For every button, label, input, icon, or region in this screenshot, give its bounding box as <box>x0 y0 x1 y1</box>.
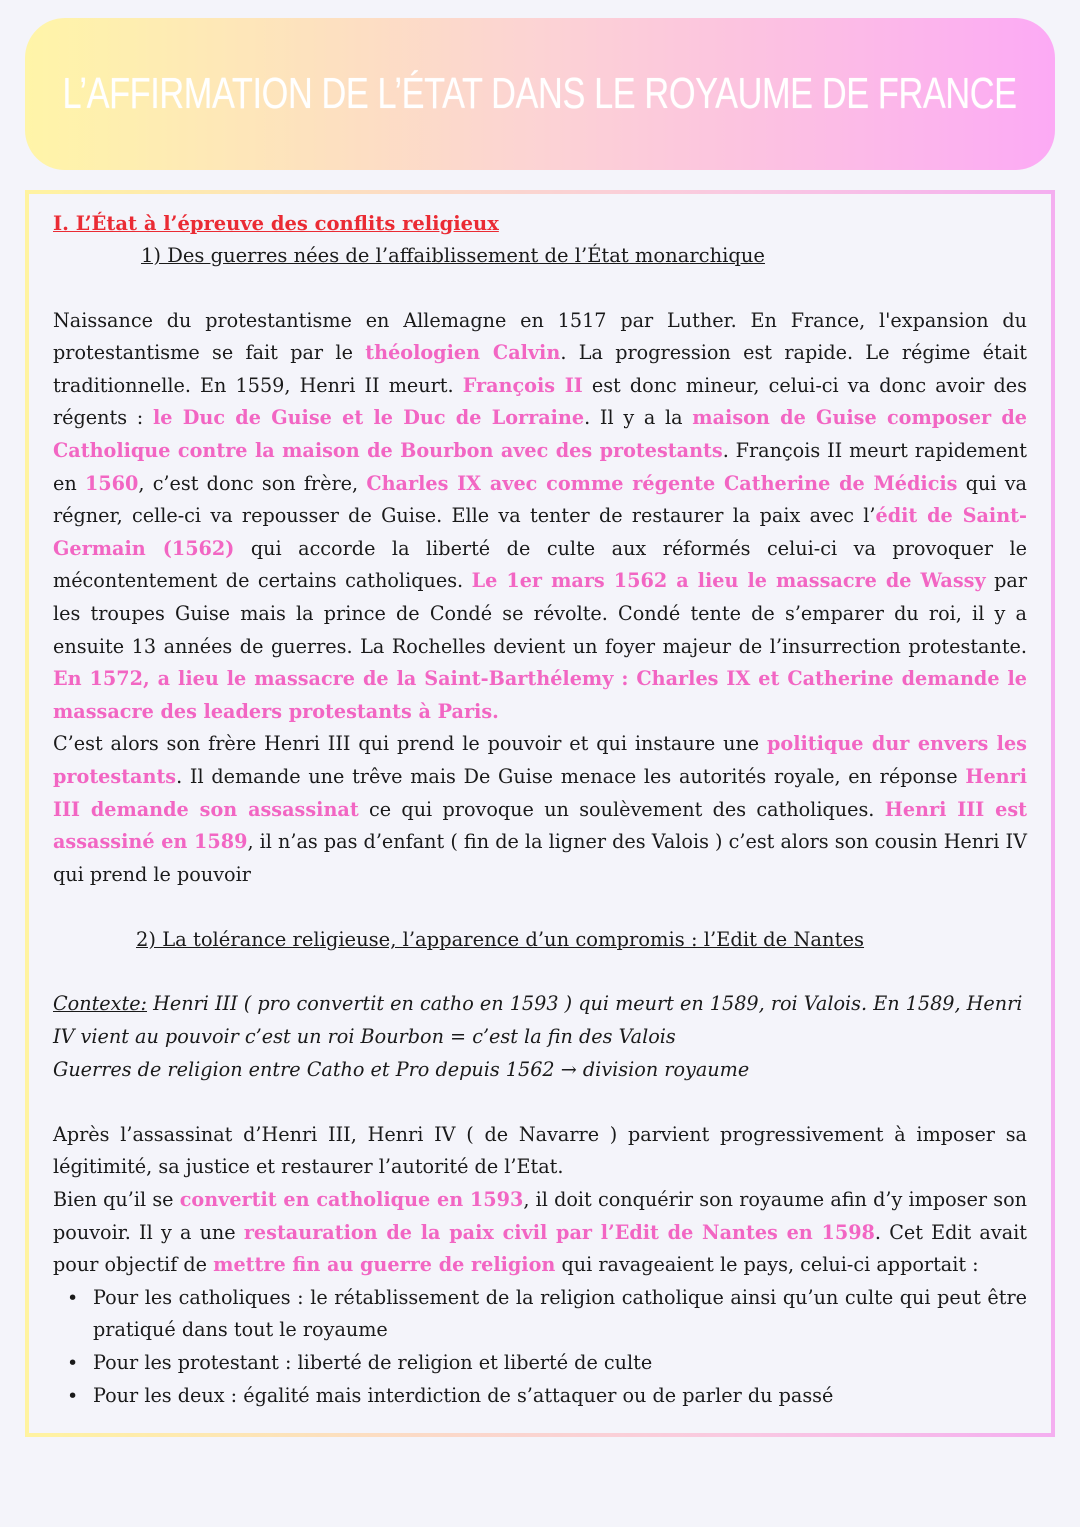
edit-provisions-list <box>53 1282 1027 1412</box>
highlighted-text: politique dur envers les protestants <box>53 732 1027 788</box>
body-text: . La progression est rapide. Le régime était traditionnelle. En 1559, Henri II meurt. <box>53 341 1027 397</box>
document-body <box>53 208 1027 1412</box>
body-text: qui accorde la liberté de culte aux réformés celui-ci va provoquer le mécontentement de certains catholiques. <box>53 536 1027 593</box>
spacer <box>53 956 1027 989</box>
body-text: C’est alors son frère Henri III qui prend le pouvoir et qui instaure une <box>53 732 767 756</box>
paragraph-edit-1: Après l’assassinat d’Henri III, Henri IV ( de Navarre ) parvient progressivement à imposer sa légitimité, sa justice et restaurer l’autorité de l’Etat. <box>53 1122 1027 1179</box>
section-heading: I. L’État à l’épreuve des conflits religieux <box>53 212 499 235</box>
spacer <box>53 891 1027 924</box>
context-line-1: Henri III ( pro convertit en catho en 1593 ) qui meurt en 1589, roi Valois. En 1589, Henri IV vient au pouvoir c’est un roi Bourbon = c’est la fin des Valois <box>53 992 1023 1049</box>
body-text: , il n’as pas d’enfant ( fin de la ligner des Valois ) c’est alors son cousin Henri IV qui prend le pouvoir <box>53 830 1027 886</box>
title-banner <box>25 18 1055 170</box>
context-line-2: Guerres de religion entre Catho et Pro depuis 1562 → division royaume <box>53 1057 750 1081</box>
body-text: . Il y a la <box>584 406 693 430</box>
highlighted-text: le Duc de Guise et le Duc de Lorraine <box>152 406 585 430</box>
body-text: par les troupes Guise mais la prince de Condé se révolte. Condé tente de s’emparer du roi, il y a ensuite 13 années de guerres. La Rochelles devient un foyer majeur de l’insurrection protestante. <box>53 569 1027 658</box>
list-item-protestants: • Pour les protestant : liberté de religion et liberté de culte <box>93 1347 1027 1380</box>
spacer <box>53 1086 1027 1119</box>
highlighted-text: Charles IX avec comme régente Catherine de Médicis <box>366 471 958 495</box>
page-title: L’AFFIRMATION DE L’ÉTAT DANS LE ROYAUME DE FRANCE <box>62 69 1018 118</box>
subsection-heading-2: 2) La tolérance religieuse, l’apparence d’un compromis : l’Edit de Nantes <box>136 927 865 951</box>
body-text: ce qui provoque un soulèvement des catholiques. <box>358 797 885 821</box>
paragraph-history-2 <box>53 728 1027 891</box>
body-text: Naissance du protestantisme en Allemagne en 1517 par Luther. En France, l'expansion du protestantisme se fait par le <box>53 308 1027 365</box>
content-frame-inner <box>29 194 1051 1433</box>
highlighted-text: Henri III est assassiné en 1589 <box>53 797 1027 854</box>
body-text: . François II meurt rapidement en <box>53 438 1028 495</box>
body-text: est donc mineur, celui-ci va donc avoir des régents : <box>53 373 1027 430</box>
body-text: , c’est donc son frère, <box>138 471 367 495</box>
body-text: Bien qu’il se <box>53 1188 180 1212</box>
highlighted-text: restauration de la paix civil par l’Edit de Nantes en 1598 <box>243 1220 875 1244</box>
highlighted-text: Henri III demande son assassinat <box>53 764 1027 821</box>
highlighted-text: maison de Guise composer de Catholique contre la maison de Bourbon avec des protestants <box>53 406 1028 462</box>
highlighted-text: convertit en catholique en 1593 <box>179 1188 524 1212</box>
highlighted-text: Le 1er mars 1562 a lieu le massacre de Wassy <box>471 569 986 593</box>
list-item-catholiques: • Pour les catholiques : le rétablissement de la religion catholique ainsi qu’un culte qui peut être pratiqué dans tout le royaume <box>93 1282 1027 1347</box>
body-text: . Cet Edit avait pour objectif de <box>53 1220 1027 1277</box>
context-block <box>53 988 1027 1086</box>
spacer <box>53 272 1027 305</box>
context-label: Contexte: <box>53 992 148 1016</box>
highlighted-text: édit de Saint-Germain (1562) <box>53 504 1027 560</box>
list-item-les-deux: • Pour les deux : égalité mais interdiction de s’attaquer ou de parler du passé <box>93 1380 1027 1413</box>
highlighted-text: En 1572, a lieu le massacre de la Saint-Barthélemy : Charles IX et Catherine demande le massacre des leaders protestants à Paris. <box>53 667 1027 723</box>
content-frame <box>25 190 1055 1437</box>
body-text: . Il demande une trêve mais De Guise menace les autorités royale, en réponse <box>176 764 966 788</box>
paragraph-edit-2 <box>53 1184 1027 1282</box>
highlighted-text: mettre fin au guerre de religion <box>213 1253 556 1277</box>
highlighted-text: théologien Calvin <box>365 341 561 365</box>
body-text: qui ravageaient le pays, celui-ci apportait : <box>555 1253 979 1277</box>
subsection-heading-1: 1) Des guerres nées de l’affaiblissement de l’État monarchique <box>141 244 765 267</box>
body-text: , il doit conquérir son royaume afin d’y imposer son pouvoir. Il y a une <box>53 1188 1027 1244</box>
highlighted-text: François II <box>462 373 583 397</box>
highlighted-text: 1560 <box>84 471 139 495</box>
body-text: qui va régner, celle-ci va repousser de Guise. Elle va tenter de restaurer la paix avec l’ <box>53 471 1027 528</box>
paragraph-history-1 <box>53 305 1027 729</box>
